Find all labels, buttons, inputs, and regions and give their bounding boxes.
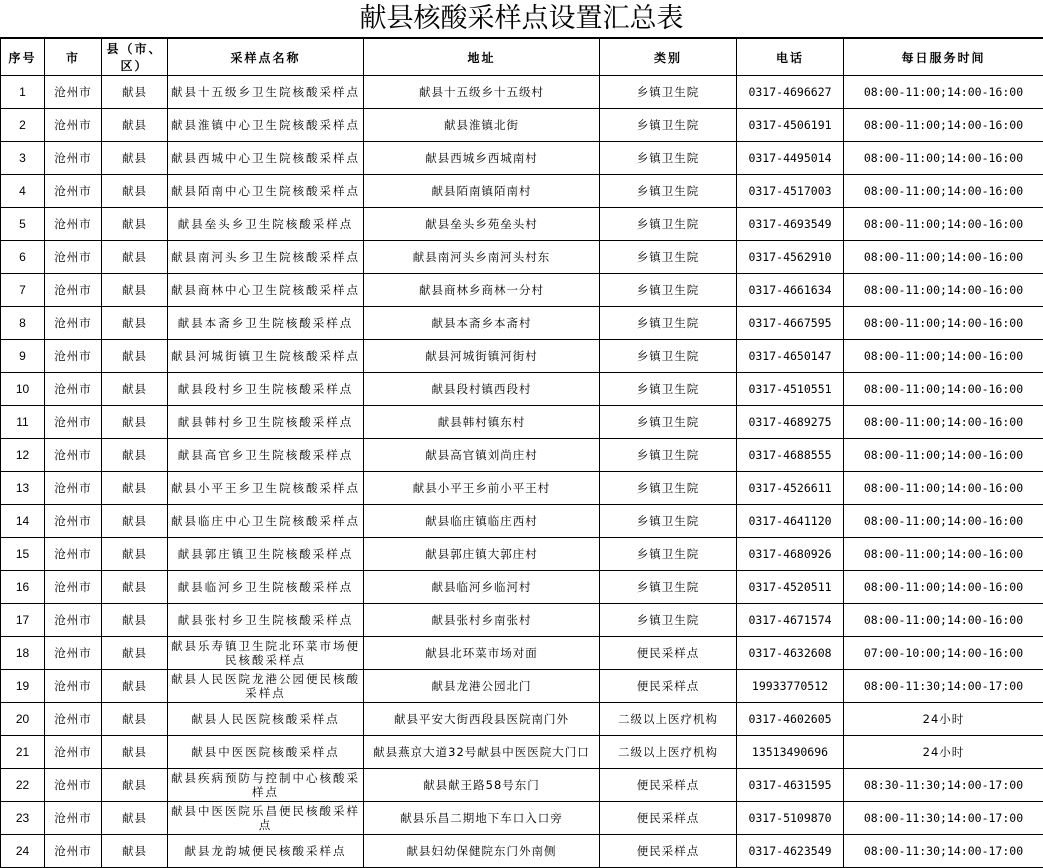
cell-address: 献县平安大街西段县医院南门外 <box>364 703 600 736</box>
cell-address: 献县龙港公园北门 <box>364 670 600 703</box>
table-row <box>1 538 1043 571</box>
cell-phone: 0317-4641120 <box>737 505 844 538</box>
table-row <box>1 175 1043 208</box>
header-address: 地址 <box>364 39 600 76</box>
cell-city: 沧州市 <box>45 703 102 736</box>
cell-phone: 0317-5109870 <box>737 802 844 835</box>
cell-index: 9 <box>1 340 45 373</box>
cell-category: 乡镇卫生院 <box>600 241 737 274</box>
cell-index: 5 <box>1 208 45 241</box>
cell-index: 18 <box>1 637 45 670</box>
cell-category: 乡镇卫生院 <box>600 373 737 406</box>
cell-category: 乡镇卫生院 <box>600 571 737 604</box>
cell-category: 便民采样点 <box>600 802 737 835</box>
table-row <box>1 109 1043 142</box>
cell-category: 乡镇卫生院 <box>600 274 737 307</box>
cell-category: 乡镇卫生院 <box>600 109 737 142</box>
cell-index: 16 <box>1 571 45 604</box>
header-city: 市 <box>45 39 102 76</box>
cell-service-time: 08:00-11:00;14:00-16:00 <box>844 274 1043 307</box>
cell-service-time: 08:00-11:00;14:00-16:00 <box>844 76 1043 109</box>
cell-city: 沧州市 <box>45 538 102 571</box>
cell-city: 沧州市 <box>45 340 102 373</box>
cell-city: 沧州市 <box>45 769 102 802</box>
cell-site-name: 献县张村乡卫生院核酸采样点 <box>168 604 364 637</box>
cell-county: 献县 <box>102 373 168 406</box>
cell-city: 沧州市 <box>45 241 102 274</box>
cell-phone: 0317-4517003 <box>737 175 844 208</box>
cell-service-time: 08:00-11:00;14:00-16:00 <box>844 571 1043 604</box>
cell-county: 献县 <box>102 604 168 637</box>
cell-service-time: 08:00-11:30;14:00-17:00 <box>844 835 1043 868</box>
cell-address: 献县乐昌二期地下车口入口旁 <box>364 802 600 835</box>
cell-city: 沧州市 <box>45 208 102 241</box>
cell-category: 乡镇卫生院 <box>600 142 737 175</box>
cell-category: 乡镇卫生院 <box>600 505 737 538</box>
cell-address: 献县韩村镇东村 <box>364 406 600 439</box>
cell-phone: 0317-4526611 <box>737 472 844 505</box>
cell-service-time: 08:00-11:00;14:00-16:00 <box>844 109 1043 142</box>
cell-county: 献县 <box>102 736 168 769</box>
cell-county: 献县 <box>102 802 168 835</box>
table-row <box>1 769 1043 802</box>
cell-category: 便民采样点 <box>600 670 737 703</box>
cell-category: 乡镇卫生院 <box>600 439 737 472</box>
table-row <box>1 637 1043 670</box>
cell-index: 12 <box>1 439 45 472</box>
table-row <box>1 406 1043 439</box>
cell-index: 20 <box>1 703 45 736</box>
cell-index: 21 <box>1 736 45 769</box>
cell-city: 沧州市 <box>45 505 102 538</box>
cell-address: 献县临河乡临河村 <box>364 571 600 604</box>
cell-phone: 0317-4520511 <box>737 571 844 604</box>
table-row <box>1 571 1043 604</box>
cell-address: 献县张村乡南张村 <box>364 604 600 637</box>
cell-phone: 19933770512 <box>737 670 844 703</box>
cell-service-time: 08:00-11:00;14:00-16:00 <box>844 241 1043 274</box>
cell-service-time: 24小时 <box>844 703 1043 736</box>
cell-phone: 0317-4689275 <box>737 406 844 439</box>
cell-city: 沧州市 <box>45 439 102 472</box>
cell-service-time: 08:00-11:00;14:00-16:00 <box>844 142 1043 175</box>
cell-service-time: 08:00-11:00;14:00-16:00 <box>844 307 1043 340</box>
header-service-time: 每日服务时间 <box>844 39 1043 76</box>
cell-category: 二级以上医疗机构 <box>600 703 737 736</box>
cell-phone: 0317-4671574 <box>737 604 844 637</box>
cell-city: 沧州市 <box>45 274 102 307</box>
table-row <box>1 274 1043 307</box>
cell-site-name: 献县淮镇中心卫生院核酸采样点 <box>168 109 364 142</box>
cell-phone: 0317-4696627 <box>737 76 844 109</box>
cell-phone: 0317-4602605 <box>737 703 844 736</box>
cell-city: 沧州市 <box>45 472 102 505</box>
cell-county: 献县 <box>102 208 168 241</box>
cell-county: 献县 <box>102 175 168 208</box>
cell-site-name: 献县郭庄镇卫生院核酸采样点 <box>168 538 364 571</box>
cell-phone: 0317-4661634 <box>737 274 844 307</box>
cell-category: 乡镇卫生院 <box>600 406 737 439</box>
cell-category: 便民采样点 <box>600 637 737 670</box>
sampling-sites-table <box>0 38 1043 868</box>
cell-site-name: 献县临庄中心卫生院核酸采样点 <box>168 505 364 538</box>
cell-category: 乡镇卫生院 <box>600 604 737 637</box>
table-row <box>1 241 1043 274</box>
cell-county: 献县 <box>102 703 168 736</box>
cell-address: 献县妇幼保健院东门外南侧 <box>364 835 600 868</box>
cell-phone: 0317-4650147 <box>737 340 844 373</box>
cell-index: 23 <box>1 802 45 835</box>
cell-service-time: 08:30-11:30;14:00-17:00 <box>844 769 1043 802</box>
cell-category: 二级以上医疗机构 <box>600 736 737 769</box>
cell-category: 便民采样点 <box>600 769 737 802</box>
cell-address: 献县河城街镇河街村 <box>364 340 600 373</box>
header-site-name: 采样点名称 <box>168 39 364 76</box>
cell-address: 献县南河头乡南河头村东 <box>364 241 600 274</box>
cell-index: 2 <box>1 109 45 142</box>
cell-service-time: 08:00-11:00;14:00-16:00 <box>844 406 1043 439</box>
cell-county: 献县 <box>102 76 168 109</box>
table-row <box>1 373 1043 406</box>
cell-phone: 13513490696 <box>737 736 844 769</box>
cell-service-time: 08:00-11:00;14:00-16:00 <box>844 505 1043 538</box>
table-row <box>1 472 1043 505</box>
cell-county: 献县 <box>102 307 168 340</box>
table-row <box>1 340 1043 373</box>
header-index: 序号 <box>1 39 45 76</box>
cell-service-time: 08:00-11:00;14:00-16:00 <box>844 538 1043 571</box>
cell-index: 24 <box>1 835 45 868</box>
cell-address: 献县淮镇北街 <box>364 109 600 142</box>
cell-address: 献县本斋乡本斋村 <box>364 307 600 340</box>
cell-site-name: 献县龙韵城便民核酸采样点 <box>168 835 364 868</box>
cell-site-name: 献县乐寿镇卫生院北环菜市场便民核酸采样点 <box>168 637 364 670</box>
cell-service-time: 08:00-11:00;14:00-16:00 <box>844 604 1043 637</box>
cell-phone: 0317-4688555 <box>737 439 844 472</box>
cell-city: 沧州市 <box>45 736 102 769</box>
table-body <box>1 76 1043 868</box>
cell-index: 6 <box>1 241 45 274</box>
cell-site-name: 献县垒头乡卫生院核酸采样点 <box>168 208 364 241</box>
cell-phone: 0317-4680926 <box>737 538 844 571</box>
cell-city: 沧州市 <box>45 76 102 109</box>
cell-index: 17 <box>1 604 45 637</box>
cell-address: 献县郭庄镇大郭庄村 <box>364 538 600 571</box>
cell-index: 15 <box>1 538 45 571</box>
cell-service-time: 08:00-11:00;14:00-16:00 <box>844 472 1043 505</box>
cell-phone: 0317-4510551 <box>737 373 844 406</box>
cell-phone: 0317-4495014 <box>737 142 844 175</box>
cell-index: 10 <box>1 373 45 406</box>
cell-county: 献县 <box>102 241 168 274</box>
cell-city: 沧州市 <box>45 670 102 703</box>
cell-service-time: 08:00-11:00;14:00-16:00 <box>844 208 1043 241</box>
cell-site-name: 献县中医医院核酸采样点 <box>168 736 364 769</box>
cell-service-time: 24小时 <box>844 736 1043 769</box>
header-category: 类别 <box>600 39 737 76</box>
cell-site-name: 献县中医医院乐昌便民核酸采样点 <box>168 802 364 835</box>
cell-site-name: 献县韩村乡卫生院核酸采样点 <box>168 406 364 439</box>
cell-index: 13 <box>1 472 45 505</box>
table-row <box>1 835 1043 868</box>
page-title: 献县核酸采样点设置汇总表 <box>0 0 1043 38</box>
cell-address: 献县临庄镇临庄西村 <box>364 505 600 538</box>
cell-phone: 0317-4562910 <box>737 241 844 274</box>
cell-county: 献县 <box>102 505 168 538</box>
header-county: 县（市、区） <box>102 39 168 76</box>
cell-county: 献县 <box>102 670 168 703</box>
cell-service-time: 08:00-11:00;14:00-16:00 <box>844 373 1043 406</box>
cell-phone: 0317-4506191 <box>737 109 844 142</box>
cell-county: 献县 <box>102 571 168 604</box>
cell-category: 乡镇卫生院 <box>600 208 737 241</box>
cell-county: 献县 <box>102 340 168 373</box>
cell-service-time: 07:00-10:00;14:00-16:00 <box>844 637 1043 670</box>
cell-county: 献县 <box>102 439 168 472</box>
table-row <box>1 76 1043 109</box>
cell-county: 献县 <box>102 538 168 571</box>
table-row <box>1 208 1043 241</box>
cell-city: 沧州市 <box>45 109 102 142</box>
cell-site-name: 献县人民医院核酸采样点 <box>168 703 364 736</box>
table-row <box>1 439 1043 472</box>
cell-category: 乡镇卫生院 <box>600 538 737 571</box>
cell-site-name: 献县西城中心卫生院核酸采样点 <box>168 142 364 175</box>
cell-county: 献县 <box>102 472 168 505</box>
cell-site-name: 献县疾病预防与控制中心核酸采样点 <box>168 769 364 802</box>
cell-address: 献县西城乡西城南村 <box>364 142 600 175</box>
cell-address: 献县陌南镇陌南村 <box>364 175 600 208</box>
cell-site-name: 献县河城街镇卫生院核酸采样点 <box>168 340 364 373</box>
cell-address: 献县献王路58号东门 <box>364 769 600 802</box>
cell-index: 11 <box>1 406 45 439</box>
cell-category: 乡镇卫生院 <box>600 472 737 505</box>
cell-service-time: 08:00-11:30;14:00-17:00 <box>844 670 1043 703</box>
table-row <box>1 736 1043 769</box>
cell-city: 沧州市 <box>45 142 102 175</box>
table-row <box>1 703 1043 736</box>
cell-site-name: 献县小平王乡卫生院核酸采样点 <box>168 472 364 505</box>
cell-index: 1 <box>1 76 45 109</box>
cell-category: 乡镇卫生院 <box>600 175 737 208</box>
cell-site-name: 献县人民医院龙港公园便民核酸采样点 <box>168 670 364 703</box>
table-row <box>1 307 1043 340</box>
cell-county: 献县 <box>102 769 168 802</box>
cell-city: 沧州市 <box>45 406 102 439</box>
table-row <box>1 142 1043 175</box>
cell-county: 献县 <box>102 109 168 142</box>
cell-category: 乡镇卫生院 <box>600 307 737 340</box>
cell-service-time: 08:00-11:30;14:00-17:00 <box>844 802 1043 835</box>
cell-address: 献县小平王乡前小平王村 <box>364 472 600 505</box>
cell-city: 沧州市 <box>45 175 102 208</box>
cell-address: 献县十五级乡十五级村 <box>364 76 600 109</box>
cell-city: 沧州市 <box>45 571 102 604</box>
cell-city: 沧州市 <box>45 604 102 637</box>
cell-city: 沧州市 <box>45 802 102 835</box>
header-phone: 电话 <box>737 39 844 76</box>
table-row <box>1 670 1043 703</box>
cell-address: 献县北环菜市场对面 <box>364 637 600 670</box>
cell-site-name: 献县高官乡卫生院核酸采样点 <box>168 439 364 472</box>
cell-city: 沧州市 <box>45 373 102 406</box>
cell-phone: 0317-4693549 <box>737 208 844 241</box>
cell-category: 乡镇卫生院 <box>600 340 737 373</box>
cell-address: 献县商林乡商林一分村 <box>364 274 600 307</box>
cell-county: 献县 <box>102 274 168 307</box>
cell-site-name: 献县十五级乡卫生院核酸采样点 <box>168 76 364 109</box>
cell-city: 沧州市 <box>45 637 102 670</box>
cell-city: 沧州市 <box>45 835 102 868</box>
cell-address: 献县段村镇西段村 <box>364 373 600 406</box>
cell-service-time: 08:00-11:00;14:00-16:00 <box>844 175 1043 208</box>
cell-phone: 0317-4623549 <box>737 835 844 868</box>
cell-site-name: 献县段村乡卫生院核酸采样点 <box>168 373 364 406</box>
cell-city: 沧州市 <box>45 307 102 340</box>
cell-site-name: 献县陌南中心卫生院核酸采样点 <box>168 175 364 208</box>
cell-category: 乡镇卫生院 <box>600 76 737 109</box>
cell-site-name: 献县临河乡卫生院核酸采样点 <box>168 571 364 604</box>
cell-index: 7 <box>1 274 45 307</box>
table-row <box>1 505 1043 538</box>
cell-site-name: 献县南河头乡卫生院核酸采样点 <box>168 241 364 274</box>
table-header-row <box>1 39 1043 76</box>
cell-phone: 0317-4631595 <box>737 769 844 802</box>
cell-county: 献县 <box>102 637 168 670</box>
cell-address: 献县垒头乡苑垒头村 <box>364 208 600 241</box>
cell-index: 22 <box>1 769 45 802</box>
cell-service-time: 08:00-11:00;14:00-16:00 <box>844 439 1043 472</box>
cell-county: 献县 <box>102 142 168 175</box>
cell-address: 献县高官镇刘尚庄村 <box>364 439 600 472</box>
cell-index: 19 <box>1 670 45 703</box>
cell-site-name: 献县本斋乡卫生院核酸采样点 <box>168 307 364 340</box>
cell-service-time: 08:00-11:00;14:00-16:00 <box>844 340 1043 373</box>
table-row <box>1 604 1043 637</box>
cell-index: 14 <box>1 505 45 538</box>
cell-phone: 0317-4632608 <box>737 637 844 670</box>
table-row <box>1 802 1043 835</box>
cell-category: 便民采样点 <box>600 835 737 868</box>
cell-index: 3 <box>1 142 45 175</box>
cell-index: 4 <box>1 175 45 208</box>
cell-county: 献县 <box>102 406 168 439</box>
cell-address: 献县燕京大道32号献县中医医院大门口 <box>364 736 600 769</box>
cell-county: 献县 <box>102 835 168 868</box>
cell-phone: 0317-4667595 <box>737 307 844 340</box>
cell-index: 8 <box>1 307 45 340</box>
cell-site-name: 献县商林中心卫生院核酸采样点 <box>168 274 364 307</box>
